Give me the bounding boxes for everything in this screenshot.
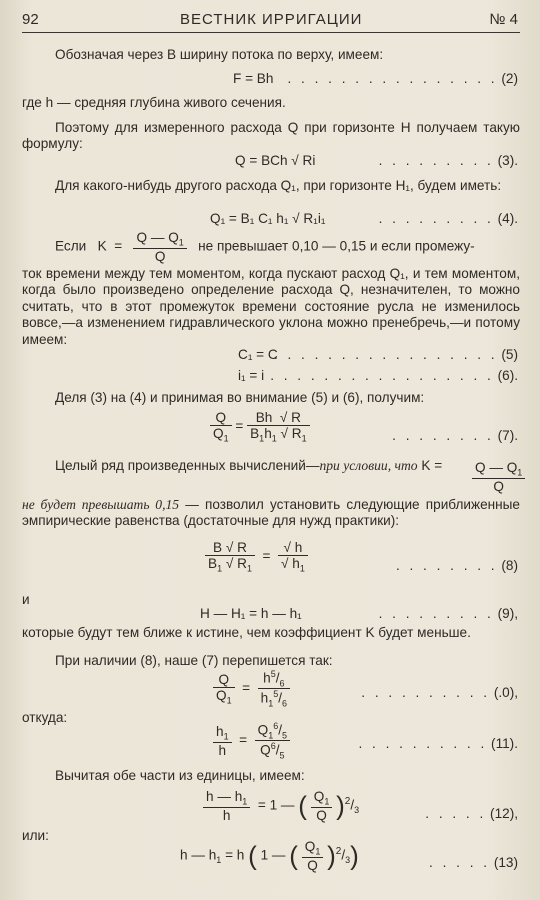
- paragraph-4: Для какого-нибудь другого расхода Q₁, при горизонте H₁, будем иметь:: [55, 178, 502, 193]
- page-number: 92: [22, 11, 39, 28]
- paragraph-5: ток времени между тем моментом, когда пускают расход Q₁, и тем моментом, когда было произведено определение расхода Q, незначителен, то можно считать, что в этот промежуток времени состояние русла не изменилось вовсе,—а изменением гидравлического уклона можно пренебречь,—и потому имеем:: [22, 266, 520, 347]
- equation-number-6: . . . . . . . . . . . . . . . . . (6).: [270, 368, 518, 383]
- equation-4: Q₁ = B₁ C₁ h₁ √ R₁i₁: [210, 211, 326, 226]
- paragraph-5-start: Если K = $\frac{Q — Q_1}{Q}$ не превышает 0,10 — 0,15 и если промежу-: [55, 230, 475, 264]
- paragraph-7: не будет превышать 0,15 — позволил установить следующие приближенные эмпирические равенства (достаточные для нужд практики):: [22, 497, 520, 529]
- paragraph-6: Деля (3) на (4) и принимая во внимание (5) и (6), получим:: [55, 390, 425, 405]
- paragraph-12: Вычитая обе части из единицы, имеем:: [55, 768, 305, 783]
- equation-3: Q = BCh √ Ri: [235, 153, 316, 168]
- equation-number-2: . . . . . . . . . . . . . . . . (2): [287, 71, 518, 86]
- issue-number: № 4: [489, 11, 518, 28]
- equation-number-7: . . . . . . . . (7).: [392, 428, 518, 443]
- paragraph-7-fraction: $\frac{Q — Q_1}{Q}$: [472, 460, 525, 494]
- equation-number-12: . . . . . (12),: [425, 806, 518, 821]
- equation-7: $\frac{Q}{Q_1}$ = $\frac{Bh √ R}{B_1h_1 √ R_1}$: [210, 410, 310, 444]
- equation-2: F = Bh: [233, 71, 274, 86]
- equation-number-11: . . . . . . . . . . (11).: [358, 736, 518, 751]
- equation-number-5: . . . . . . . . . . . . . . . . . (5): [273, 347, 518, 362]
- equation-10: $\frac{Q}{Q_1}$ = $\frac{h^5/_6}{h_1^5/_6}$: [213, 669, 290, 709]
- paragraph-3: Поэтому для измеренного расхода Q при горизонте H получаем такую формулу:: [22, 120, 520, 152]
- paragraph-8: и: [22, 592, 30, 607]
- equation-number-3: . . . . . . . . . (3).: [378, 153, 518, 168]
- equation-number-10: . . . . . . . . . . (.0),: [361, 685, 518, 700]
- equation-12: $\frac{h — h_1}{h}$ = 1 — ( $\frac{Q_1}{Q}$ )$^2/_3$: [203, 789, 359, 823]
- journal-title: ВЕСТНИК ИРРИГАЦИИ: [180, 11, 363, 28]
- equation-13: h — $h_1 = h$ ( 1 — ( $\frac{Q_1}{Q}$ )$^2/_3$): [180, 839, 359, 873]
- paragraph-2: где h — средняя глубина живого сечения.: [22, 95, 286, 110]
- equation-9: H — H₁ = h — h₁: [200, 606, 302, 621]
- paragraph-1: Обозначая через B ширину потока по верху, имеем:: [55, 47, 384, 62]
- paragraph-13: или:: [22, 828, 49, 843]
- equation-number-9: . . . . . . . . . (9),: [378, 606, 518, 621]
- equation-6: i₁ = i: [238, 368, 265, 383]
- equation-number-4: . . . . . . . . . (4).: [378, 211, 518, 226]
- equation-5: C₁ = C: [238, 347, 278, 362]
- equation-8: $\frac{B √ R}{B_1 √ R_1}$ = $\frac{√ h}{√ h_1}$: [205, 540, 308, 574]
- header-rule: [22, 32, 520, 33]
- paragraph-11: откуда:: [22, 710, 68, 725]
- equation-number-8: . . . . . . . . (8): [395, 558, 518, 573]
- equation-number-13: . . . . . (13): [429, 855, 518, 870]
- paragraph-10: При наличии (8), наше (7) перепишется так:: [55, 653, 333, 668]
- paragraph-7-start: Целый ряд произведенных вычислений—при условии, что K =: [55, 458, 443, 473]
- equation-11: $\frac{h_1}{h}$ = $\frac{Q_1^6/_5}{Q^6/_5}$: [213, 721, 290, 761]
- paragraph-9: которые будут тем ближе к истине, чем коэффициент K будет меньше.: [22, 625, 471, 640]
